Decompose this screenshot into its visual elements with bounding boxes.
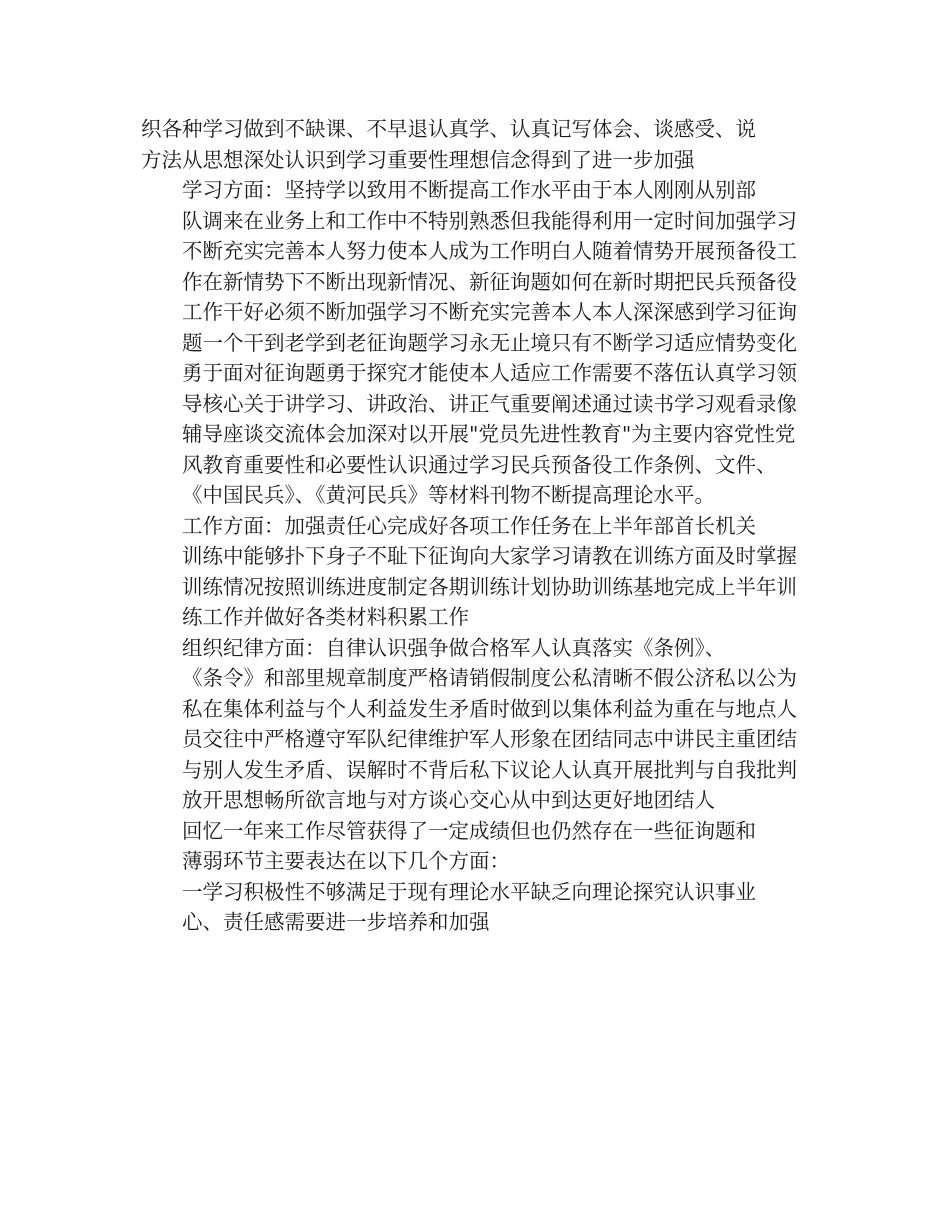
paragraph-study-aspect [141, 175, 811, 511]
text-line: 练工作并做好各类材料积累工作 [182, 605, 469, 629]
text-line: 员交往中严格遵守军队纪律维护军人形象在团结同志中讲民主重团结 [182, 727, 797, 751]
text-line: 私在集体利益与个人利益发生矛盾时做到以集体利益为重在与地点人 [182, 696, 797, 721]
text-line: 导核心关于讲学习、讲政治、讲正气重要阐述通过读书学习观看录像 [182, 391, 797, 416]
text-line: 《条令》和部里规章制度严格请销假制度公私清晰不假公济私以公为 [182, 666, 797, 690]
text-line: 回忆一年来工作尽管获得了一定成绩但也仍然存在一些征询题和 [182, 818, 756, 843]
text-line: 放开思想畅所欲言地与对方谈心交心从中到达更好地团结人 [182, 788, 715, 812]
paragraph-work-aspect [141, 511, 811, 633]
document-body [141, 114, 811, 938]
paragraph-review [141, 816, 811, 877]
text-line: 薄弱环节主要表达在以下几个方面： [182, 849, 510, 873]
text-line: 工作方面：加强责任心完成好各项工作任务在上半年部首长机关 [182, 513, 756, 538]
text-line: 不断充实完善本人努力使本人成为工作明白人随着情势开展预备役工 [182, 239, 797, 263]
paragraph-discipline-aspect [141, 633, 811, 816]
text-line: 勇于面对征询题勇于探究才能使本人适应工作需要不落伍认真学习领 [182, 361, 797, 385]
text-line: 辅导座谈交流体会加深对以开展"党员先进性教育"为主要内容党性党 [182, 422, 796, 446]
text-line: 织各种学习做到不缺课、不早退认真学、认真记写体会、谈感受、说 [141, 117, 756, 141]
text-line: 训练情况按照训练进度制定各期训练计划协助训练基地完成上半年训 [182, 574, 797, 599]
paragraph-study-continuation [141, 114, 811, 175]
text-line: 心、责任感需要进一步培养和加强 [182, 910, 490, 934]
text-line: 学习方面：坚持学以致用不断提高工作水平由于本人刚刚从别部 [182, 178, 756, 202]
text-line: 方法从思想深处认识到学习重要性理想信念得到了进一步加强 [141, 147, 695, 172]
text-line: 工作干好必须不断加强学习不断充实完善本人本人深深感到学习征询 [182, 300, 797, 324]
text-line: 题一个干到老学到老征询题学习永无止境只有不断学习适应情势变化 [182, 330, 797, 355]
text-line: 风教育重要性和必要性认识通过学习民兵预备役工作条例、文件、 [182, 452, 777, 477]
text-line: 作在新情势下不断出现新情况、新征询题如何在新时期把民兵预备役 [182, 269, 797, 294]
paragraph-shortcoming-one [141, 877, 811, 938]
text-line: 与别人发生矛盾、误解时不背后私下议论人认真开展批判与自我批判 [182, 757, 797, 782]
text-line: 组织纪律方面：自律认识强争做合格军人认真落实《条例》、 [182, 635, 726, 660]
text-line: 一学习积极性不够满足于现有理论水平缺乏向理论探究认识事业 [182, 879, 756, 904]
text-line: 队调来在业务上和工作中不特别熟悉但我能得利用一定时间加强学习 [182, 208, 797, 233]
text-line: 《中国民兵》、《黄河民兵》等材料刊物不断提高理论水平。 [182, 483, 715, 507]
text-line: 训练中能够扑下身子不耻下征询向大家学习请教在训练方面及时掌握 [182, 544, 797, 568]
